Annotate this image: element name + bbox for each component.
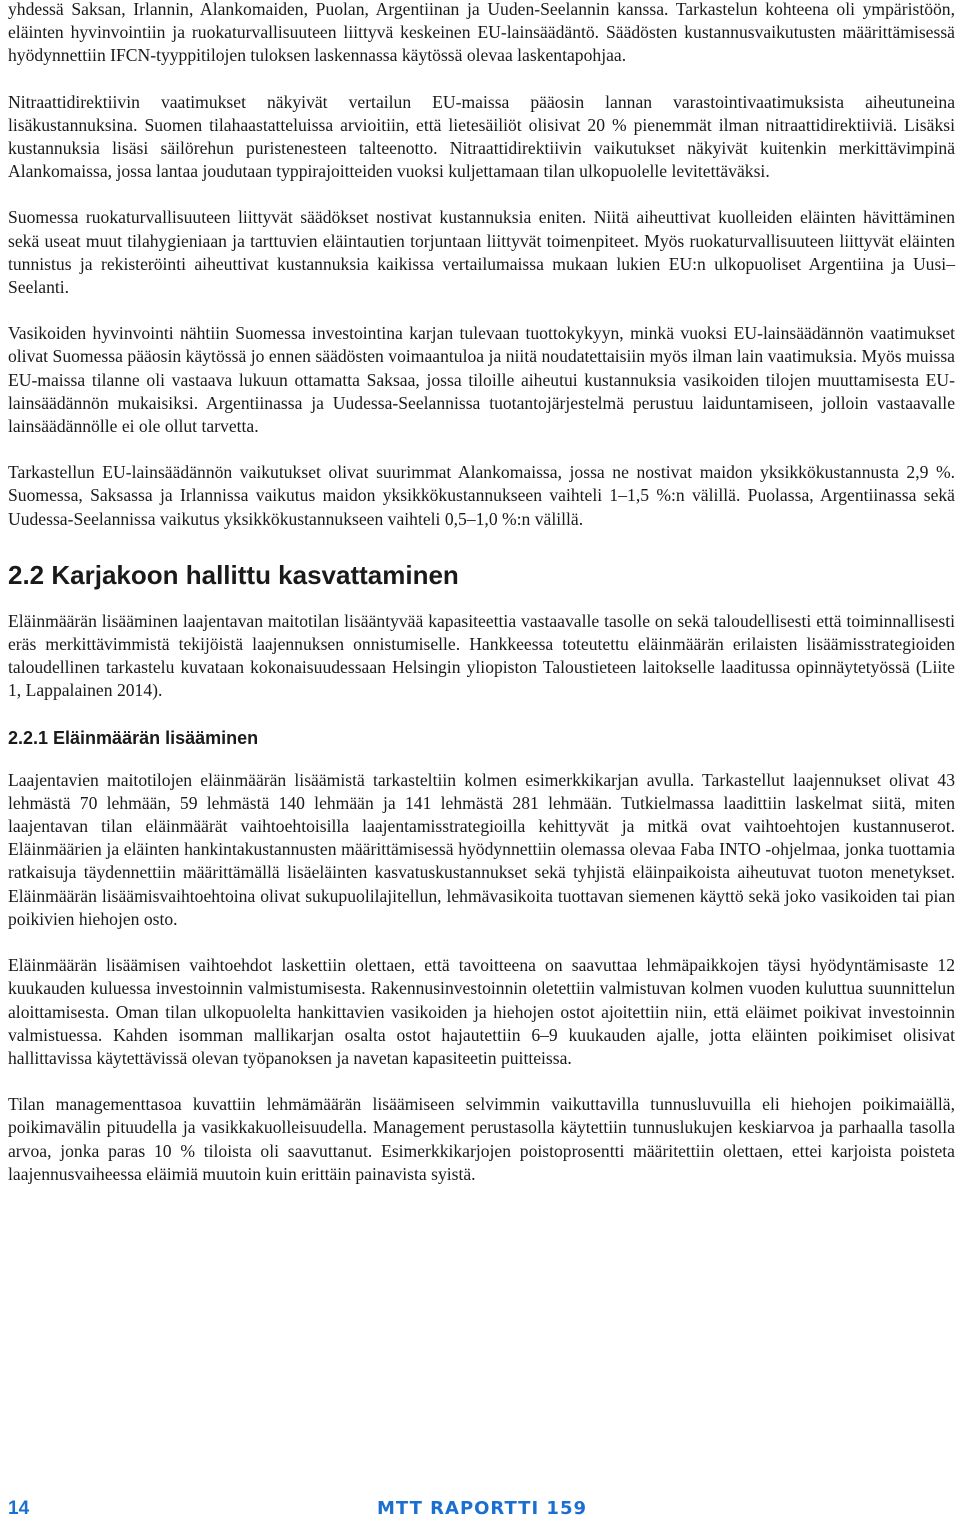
section-heading: 2.2 Karjakoon hallittu kasvattaminen	[8, 559, 459, 590]
paragraph: Tarkastellun EU-lainsäädännön vaikutukset olivat suurimmat Alankomaissa, jossa ne nostivat maidon yksikkökustannusta 2,9 %. Suomessa, Saksassa ja Irlannissa vaikutus maidon yksikkökustannukseen vaihteli 1–1,5 %:n välillä. Puolassa, Argentiinassa sekä Uudessa-Seelannissa vaikutus yksikkökustannukseen vaihteli 0,5–1,0 %:n välillä.	[8, 462, 955, 529]
paragraph: Eläinmäärän lisäämisen vaihtoehdot laskettiin olettaen, että tavoitteena on saavuttaa lehmäpaikkojen täysi hyödyntämisaste 12 kuukauden kuluessa investoinnin valmistumisesta. Rakennusinvestoinnin oletettiin valmistuvan kolmen vuoden kuluttua suunnittelun aloittamisesta. Oman tilan ulkopuolelta hankittavien vasikoiden ja hiehojen ostot ajoitettiin niin, että eläimet poikivat investoinnin valmistuessa. Kahden isomman mallikarjan osalta ostot hajautettiin 6–9 kuukauden ajalle, jotta eläinten poikimiset olisivat hallittavissa käytettävissä olevan työpanoksen ja navetan kapasiteetin puitteissa.	[8, 955, 955, 1068]
paragraph: Suomessa ruokaturvallisuuteen liittyvät säädökset nostivat kustannuksia eniten. Niitä aiheuttivat kuolleiden eläinten hävittäminen sekä useat muut tilahygieniaan ja tarttuvien eläintautien torjuntaan liittyvät toimenpiteet. Myös ruokaturvallisuuteen liittyvät eläinten tunnistus ja rekisteröinti aiheuttivat kustannuksia kaikissa vertailumaissa mukaan lukien EU:n ulkopuoliset Argentiina ja Uusi–Seelanti.	[8, 207, 955, 298]
paragraph: yhdessä Saksan, Irlannin, Alankomaiden, Puolan, Argentiinan ja Uuden-Seelannin kanssa. Tarkastelun kohteena oli ympäristöön, eläinten hyvinvointiin ja ruokaturvallisuuteen liittyvä keskeinen EU-lainsäädäntö. Säädösten kustannusvaikutusten määrittämisessä hyödynnettiin IFCN-tyyppitilojen tuloksen laskennassa käytössä olevaa laskentapohjaa.	[8, 0, 955, 66]
publication-series-name: MTT RAPORTTI 159	[377, 1498, 587, 1519]
page-number: 14	[8, 1498, 30, 1519]
document-page	[8, 0, 955, 1209]
paragraph: Eläinmäärän lisääminen laajentavan maitotilan lisääntyvää kapasiteettia vastaavalle tasolle on sekä taloudellisesti että toiminnallisesti eräs merkittävimmistä tekijöistä laajennuksen onnistumiselle. Hankkeessa toteutettu eläinmäärän erilaisten lisäämisstrategioiden taloudellinen tarkastelu kuvataan kokonaisuudessaan Helsingin yliopiston Taloustieteen laitokselle laaditussa opinnäytetyössä (Liite 1, Lappalainen 2014).	[8, 610, 955, 701]
page-footer	[0, 1496, 960, 1522]
paragraph: Tilan managementtasoa kuvattiin lehmämäärän lisäämiseen selvimmin vaikuttavilla tunnusluvuilla eli hiehojen poikimaiällä, poikimavälin pituudella ja vasikkakuolleisuudella. Management perustasolla käytettiin tunnuslukujen keskiarvoa ja parhaalla tasolla arvoa, jonka paras 10 % tiloista oli saavuttanut. Esimerkkikarjojen poistoprosentti määritettiin olettaen, ettei karjoista poisteta laajennusvaiheessa eläimiä muutoin kuin erittäin painavista syistä.	[8, 1094, 955, 1184]
paragraph: Vasikoiden hyvinvointi nähtiin Suomessa investointina karjan tulevaan tuottokykyyn, minkä vuoksi EU-lainsäädännön vaatimukset olivat Suomessa pääosin käytössä jo ennen säädösten voimaantuloa ja niitä noudatettaisiin myös ilman lain vaatimuksia. Myös muissa EU-maissa tilanne oli vastaava lukuun ottamatta Saksaa, jossa tiloille aiheutui kustannuksia vasikoiden tilojen muuttamisesta EU-lainsäädännön mukaisiksi. Argentiinassa ja Uudessa-Seelannissa tuotantojärjestelmä perustuu laiduntamiseen, jolloin vastaavalle lainsäädännölle ei ole ollut tarvetta.	[8, 323, 955, 437]
paragraph: Nitraattidirektiivin vaatimukset näkyivät vertailun EU-maissa pääosin lannan varastointivaatimuksista aiheutuneina lisäkustannuksina. Suomen tilahaastatteluissa arvioitiin, että lietesäiliöt olisivat 20 % pienemmät ilman nitraattidirektiiviä. Lisäksi kustannuksia lisäsi säilörehun puristenesteen talteenotto. Nitraattidirektiivin vaikutukset näkyivät kuitenkin merkittävimpinä Alankomaissa, jossa lantaa joudutaan typpirajoitteiden vuoksi kuljettamaan tilan ulkopuolelle levitettäväksi.	[8, 91, 955, 182]
paragraph: Laajentavien maitotilojen eläinmäärän lisäämistä tarkasteltiin kolmen esimerkkikarjan avulla. Tarkastellut laajennukset olivat 43 lehmästä 70 lehmään, 59 lehmästä 140 lehmään ja 141 lehmästä 281 lehmään. Tutkielmassa laadittiin laskelmat siitä, miten laajentavan tilan eläinmäärät vaihtoehtoisilla laajentamisstrategioilla kehittyvät ja mitkä ovat vaihtoehtojen kustannuserot. Eläinmäärien ja eläinten hankintakustannusten määrittämisessä hyödynnettiin olemassa olevaa Faba INTO -ohjelmaa, jonka tuottamia ratkaisuja täydennettiin määrittämällä lisäeläinten kasvatuskustannukset sekä tyhjistä eläinpaikoista aiheutuvat tuoton menetykset. Eläinmäärän lisäämisvaihtoehtoina olivat sukupuolilajitellun, lehmävasikoita tuottavan siemenen käyttö sekä joko vasikoiden tai pian poikivien hiehojen osto.	[8, 769, 955, 929]
subsection-heading: 2.2.1 Eläinmäärän lisääminen	[8, 727, 259, 748]
